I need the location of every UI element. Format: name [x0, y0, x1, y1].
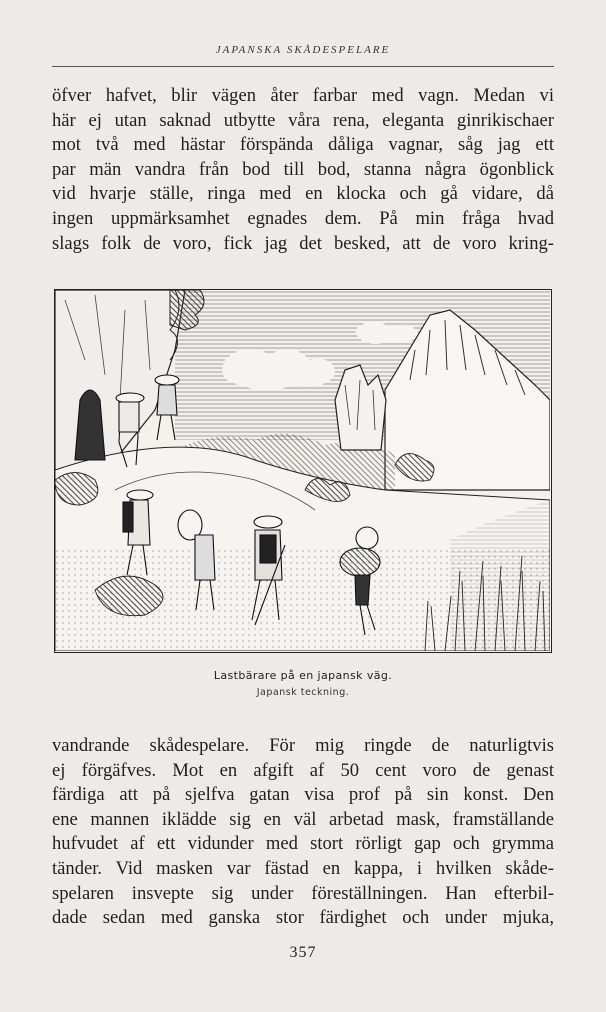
text-line: ingen uppmärksamhet egnades dem. På min fråga hvad — [52, 207, 554, 229]
engraving-illustration — [54, 289, 552, 653]
header-rule — [52, 66, 554, 67]
figure-subcaption: Japansk teckning. — [256, 687, 350, 698]
text-line: vandrande skådespelare. För mig ringde de naturligtvis — [52, 735, 554, 756]
text-line: par män vandra från bod till bod, stanna några ögonblick — [52, 158, 554, 180]
figure-caption: Lastbärare på en japansk väg. — [213, 669, 393, 682]
text-line: vid hvarje ställe, ringa med en klocka och gå vidare, då — [52, 183, 554, 205]
rock-pillar — [335, 365, 386, 450]
running-head: JAPANSKA SKÅDESPELARE — [215, 44, 391, 56]
text-line: öfver hafvet, blir vägen åter farbar med vagn. Medan vi — [52, 85, 554, 106]
text-line: färdiga att på sjelfva gatan visa prof på sin konst. Den — [52, 784, 554, 806]
text-line: slags folk de voro, fick jag det besked, att de voro kring- — [52, 232, 554, 254]
text-line: tänder. Vid masken var fästad en kappa, i hvilken skåde- — [52, 857, 554, 879]
text-line: ej förgäfves. Mot en afgift af 50 cent voro de genast — [52, 759, 554, 781]
text-line: mot två med hästar förspända dåliga vagnar, såg jag ett — [52, 134, 554, 156]
paragraph-top — [52, 84, 554, 256]
text-line: hufvudet af ett vidunder med stort rörligt gap och grymma — [52, 833, 554, 855]
text-line: spelaren insvepte sig under föreställningen. Han efterbil- — [52, 882, 554, 904]
text-line: ene mannen iklädde sig en väl arbetad mask, framställande — [52, 808, 554, 830]
page-number: 357 — [289, 944, 317, 961]
paragraph-bottom — [52, 734, 554, 931]
illustration-drawing — [55, 290, 550, 651]
text-line: här ej utan saknad utbytte våra rena, eleganta ginrikischaer — [52, 109, 554, 131]
text-line: dade sedan med ganska stor färdighet och under mjuka, — [52, 907, 554, 929]
